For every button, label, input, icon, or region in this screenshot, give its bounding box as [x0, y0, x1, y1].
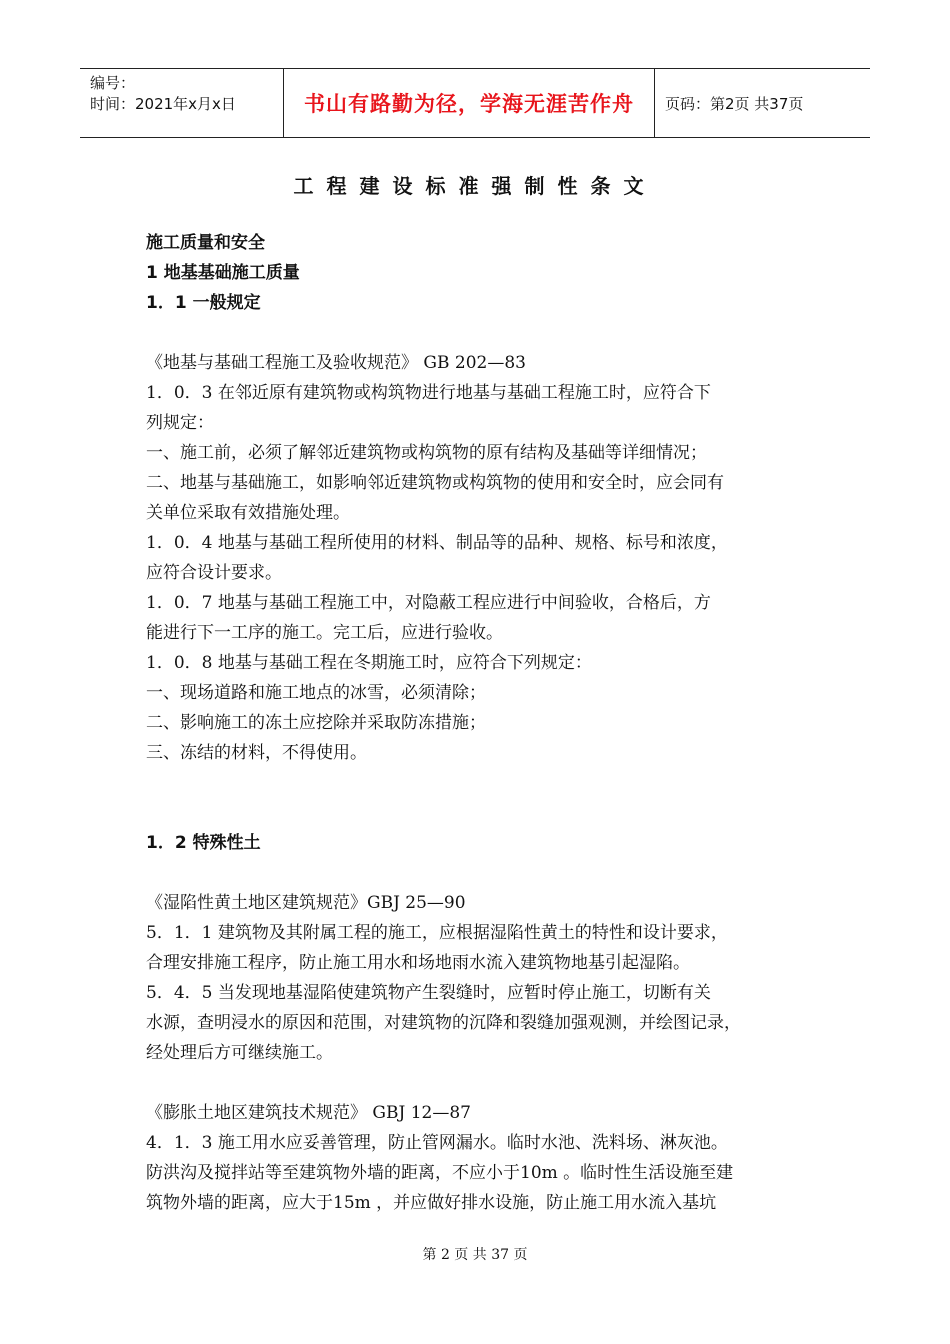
clause-line: 一、施工前，必须了解邻近建筑物或构筑物的原有结构及基础等详细情况； — [146, 443, 707, 463]
document-title: 工程建设标准强制性条文 — [293, 174, 657, 198]
header-table — [80, 68, 870, 138]
clause-line: 二、影响施工的冻土应挖除并采取防冻措施； — [146, 713, 486, 733]
clause-line: 水源，查明浸水的原因和范围，对建筑物的沉降和裂缝加强观测，并绘图记录， — [146, 1013, 741, 1033]
header-meta-cell — [80, 69, 283, 137]
page-footer: 第 2 页 共 37 页 — [422, 1247, 528, 1263]
clause-line: 5．4．5 当发现地基湿陷使建筑物产生裂缝时，应暂时停止施工，切断有关 — [146, 983, 711, 1003]
clause-line: 筑物外墙的距离，应大于15m ，并应做好排水设施，防止施工用水流入基坑 — [146, 1193, 717, 1213]
clause-line: 1．0．7 地基与基础工程施工中，对隐蔽工程应进行中间验收，合格后，方 — [146, 593, 711, 613]
clause-line: 1．0．3 在邻近原有建筑物或构筑物进行地基与基础工程施工时，应符合下 — [146, 383, 711, 403]
clause-line: 防洪沟及搅拌站等至建筑物外墙的距离，不应小于10m 。临时性生活设施至建 — [146, 1163, 734, 1183]
clause-line: 二、地基与基础施工，如影响邻近建筑物或构筑物的使用和安全时，应会同有 — [146, 473, 724, 493]
clause-line: 5．1．1 建筑物及其附属工程的施工，应根据湿陷性黄土的特性和设计要求， — [146, 923, 728, 943]
code-label: 编号： — [90, 74, 136, 92]
clause-line: 合理安排施工程序，防止施工用水和场地雨水流入建筑物地基引起湿陷。 — [146, 953, 690, 973]
standard-reference: 《湿陷性黄土地区建筑规范》GBJ 25—90 — [146, 893, 466, 913]
clause-line: 经处理后方可继续施工。 — [146, 1043, 333, 1063]
clause-line: 1．0．8 地基与基础工程在冬期施工时，应符合下列规定： — [146, 653, 592, 673]
clause-line: 列规定： — [146, 413, 214, 433]
clause-line: 三、冻结的材料，不得使用。 — [146, 743, 367, 763]
clause-line: 关单位采取有效措施处理。 — [146, 503, 350, 523]
standard-reference: 《膨胀土地区建筑技术规范》 GBJ 12—87 — [146, 1103, 471, 1123]
header-page-cell — [655, 69, 870, 137]
clause-line: 能进行下一工序的施工。完工后，应进行验收。 — [146, 623, 503, 643]
date-label: 时间：2021年x月x日 — [90, 95, 236, 113]
subsection-heading: 1．2 特殊性土 — [146, 833, 261, 853]
section-heading: 1 地基基础施工质量 — [146, 263, 300, 283]
clause-line: 应符合设计要求。 — [146, 563, 282, 583]
motto-text: 书山有路勤为径，学海无涯苦作舟 — [304, 92, 634, 116]
clause-line: 1．0．4 地基与基础工程所使用的材料、制品等的品种、规格、标号和浓度， — [146, 533, 728, 553]
subsection-heading: 1．1 一般规定 — [146, 293, 261, 313]
standard-reference: 《地基与基础工程施工及验收规范》 GB 202—83 — [146, 353, 526, 373]
clause-line: 一、现场道路和施工地点的冰雪，必须清除； — [146, 683, 486, 703]
document-body — [146, 228, 826, 1218]
clause-line: 4．1．3 施工用水应妥善管理，防止管网漏水。临时水池、洗料场、淋灰池。 — [146, 1133, 728, 1153]
section-heading: 施工质量和安全 — [146, 233, 265, 253]
page-info: 页码：第2页 共37页 — [665, 94, 804, 113]
header-motto-cell — [283, 69, 655, 137]
